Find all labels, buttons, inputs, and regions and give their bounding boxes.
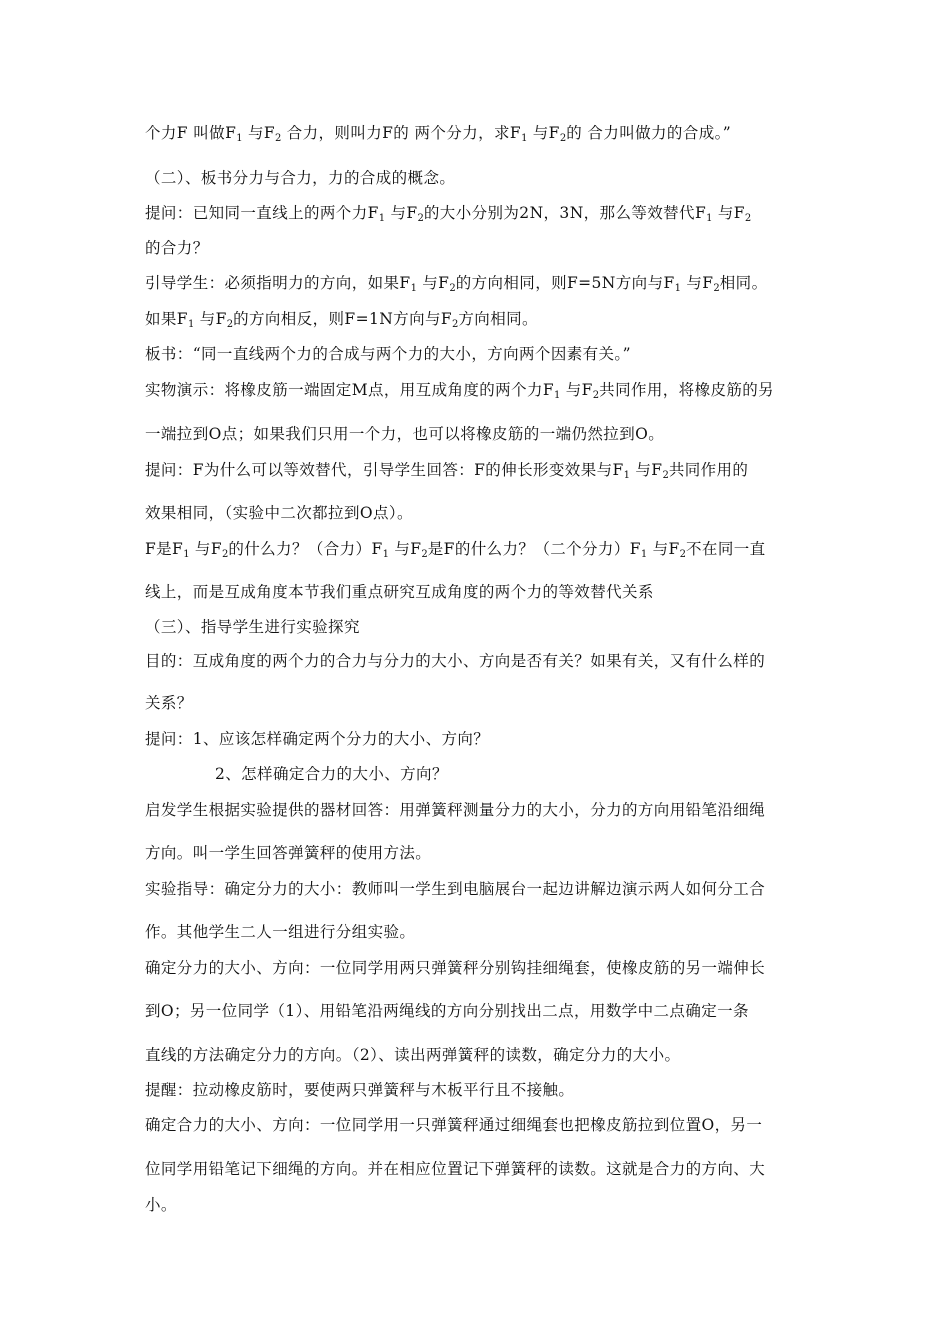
text-line-22: 作。其他学生二人一组进行分组实验。 xyxy=(145,923,416,941)
text-line-19: 启发学生根据实验提供的器材回答：用弹簧秤测量分力的大小，分力的方向用铅笔沿细绳 xyxy=(145,801,766,819)
text-line-11: 效果相同，（实验中二次都拉到O点）。 xyxy=(145,504,413,522)
text-line-13: 线上，而是互成角度本节我们重点研究互成角度的两个力的等效替代关系 xyxy=(145,583,654,601)
text-line-10: 提问：F为什么可以等效替代，引导学生回答：F的伸长形变效果与F1 与F2共同作用的 xyxy=(145,461,749,481)
text-line-17: 提问：1、应该怎样确定两个分力的大小、方向？ xyxy=(145,730,490,748)
text-line-9: 一端拉到O点；如果我们只用一个力，也可以将橡皮筋的一端仍然拉到O。 xyxy=(145,425,665,443)
text-line-8: 实物演示：将橡皮筋一端固定M点，用互成角度的两个力F1 与F2共同作用，将橡皮筋的另 xyxy=(145,381,775,401)
text-line-3: 提问：已知同一直线上的两个力F1 与F2的大小分别为2N，3N，那么等效替代F1 与F2 xyxy=(145,204,752,224)
text-line-4: 的合力？ xyxy=(145,239,209,257)
text-line-25: 直线的方法确定分力的方向。（2）、读出两弹簧秤的读数，确定分力的大小。 xyxy=(145,1046,681,1064)
text-line-29: 小。 xyxy=(145,1196,177,1214)
text-line-20: 方向。叫一学生回答弹簧秤的使用方法。 xyxy=(145,844,432,862)
text-line-15: 目的：互成角度的两个力的合力与分力的大小、方向是否有关？如果有关，又有什么样的 xyxy=(145,652,766,670)
text-line-6: 如果F1 与F2的方向相反，则F=1N方向与F2方向相同。 xyxy=(145,310,538,330)
text-line-23: 确定分力的大小、方向：一位同学用两只弹簧秤分别钩挂细绳套，使橡皮筋的另一端伸长 xyxy=(145,959,766,977)
text-line-27: 确定合力的大小、方向：一位同学用一只弹簧秤通过细绳套也把橡皮筋拉到位置O，另一 xyxy=(145,1116,763,1134)
text-line-16: 关系？ xyxy=(145,694,193,712)
text-line-12: F是F1 与F2的什么力？（合力）F1 与F2是F的什么力？（二个分力）F1 与F2不在同一直 xyxy=(145,540,766,560)
text-line-18: 2、怎样确定合力的大小、方向？ xyxy=(215,765,448,783)
text-line-7: 板书：“同一直线两个力的合成与两个力的大小，方向两个因素有关。” xyxy=(145,345,631,363)
text-line-1: 个力F 叫做F1 与F2 合力，则叫力F的 两个分力，求F1 与F2的 合力叫做力的合成。” xyxy=(145,124,732,144)
text-line-26: 提醒：拉动橡皮筋时，要使两只弹簧秤与木板平行且不接触。 xyxy=(145,1081,575,1099)
text-line-24: 到O；另一位同学（1）、用铅笔沿两绳线的方向分别找出二点，用数学中二点确定一条 xyxy=(145,1002,749,1020)
text-line-14: （三）、指导学生进行实验探究 xyxy=(145,618,360,636)
text-line-2: （二）、板书分力与合力，力的合成的概念。 xyxy=(145,169,456,187)
text-line-5: 引导学生：必须指明力的方向，如果F1 与F2的方向相同，则F=5N方向与F1 与F2相同。 xyxy=(145,274,768,294)
text-line-21: 实验指导：确定分力的大小：教师叫一学生到电脑展台一起边讲解边演示两人如何分工合 xyxy=(145,880,766,898)
text-line-28: 位同学用铅笔记下细绳的方向。并在相应位置记下弹簧秤的读数。这就是合力的方向、大 xyxy=(145,1160,766,1178)
